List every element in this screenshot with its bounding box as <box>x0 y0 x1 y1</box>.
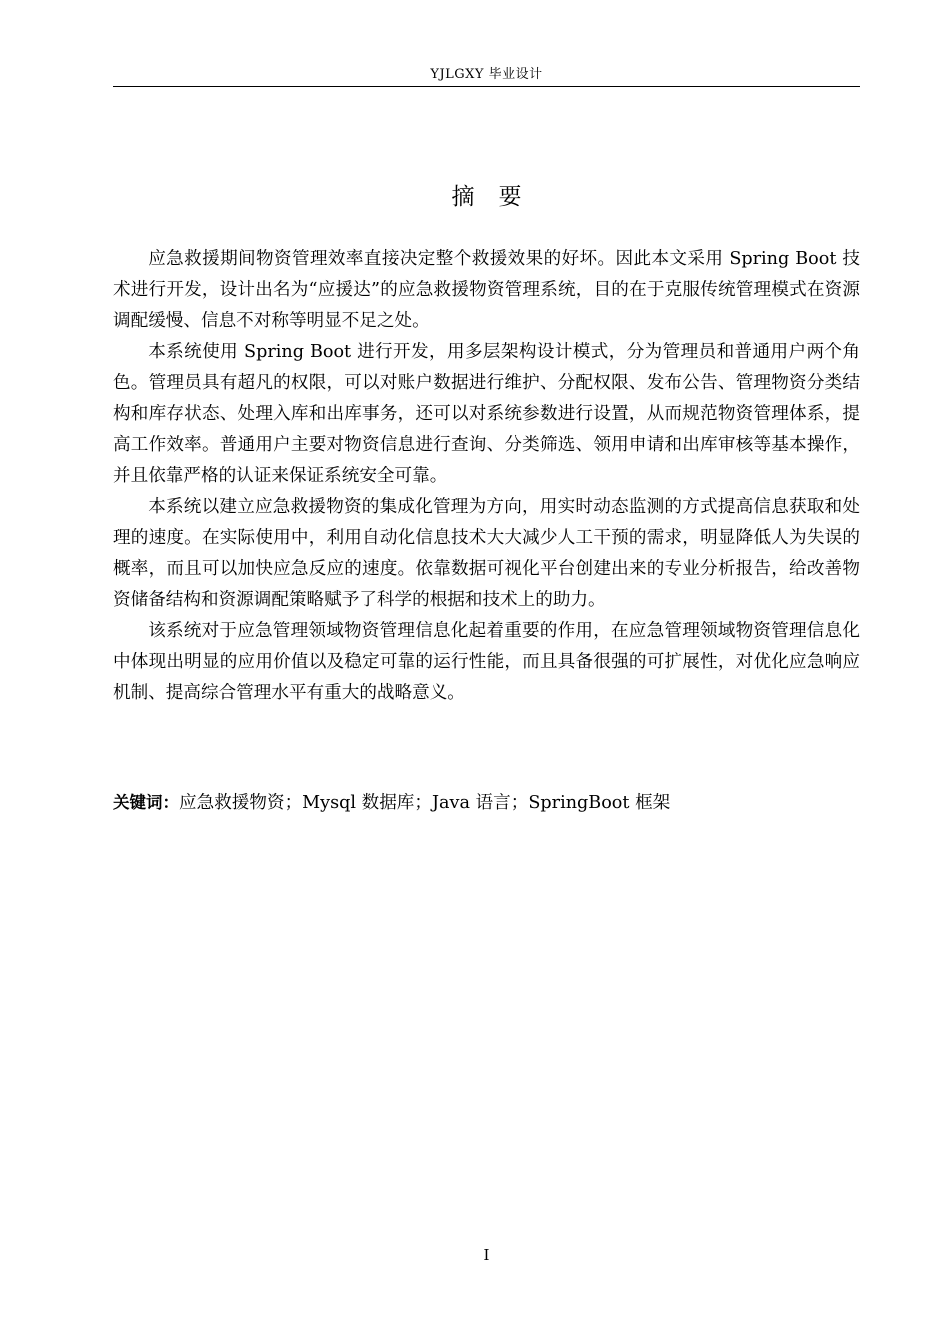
running-header: YJLGXY 毕业设计 <box>430 67 543 82</box>
abstract-paragraph-1: 应急救援期间物资管理效率直接决定整个救援效果的好坏。因此本文采用 Spring Boot 技术进行开发，设计出名为“应援达”的应急救援物资管理系统，目的在于克服传统管理模式在资源调配缓慢、信息不对称等明显不足之处。 <box>113 249 860 331</box>
page-number: I <box>483 1246 490 1264</box>
keywords-label: 关键词： <box>113 793 179 812</box>
keywords-line <box>113 787 860 819</box>
header-rule <box>113 86 860 87</box>
abstract-body <box>113 244 860 709</box>
abstract-paragraph-4: 该系统对于应急管理领域物资管理信息化起着重要的作用，在应急管理领域物资管理信息化中体现出明显的应用价值以及稳定可靠的运行性能，而且具备很强的可扩展性，对优化应急响应机制、提高综合管理水平有重大的战略意义。 <box>113 621 860 703</box>
abstract-paragraph-2: 本系统使用 Spring Boot 进行开发，用多层架构设计模式，分为管理员和普通用户两个角色。管理员具有超凡的权限，可以对账户数据进行维护、分配权限、发布公告、管理物资分类结构和库存状态、处理入库和出库事务，还可以对系统参数进行设置，从而规范物资管理体系，提高工作效率。普通用户主要对物资信息进行查询、分类筛选、领用申请和出库审核等基本操作，并且依靠严格的认证来保证系统安全可靠。 <box>113 342 860 486</box>
abstract-paragraph-3: 本系统以建立应急救援物资的集成化管理为方向，用实时动态监测的方式提高信息获取和处理的速度。在实际使用中，利用自动化信息技术大大减少人工干预的需求，明显降低人为失误的概率，而且可以加快应急反应的速度。依靠数据可视化平台创建出来的专业分析报告，给改善物资储备结构和资源调配策略赋予了科学的根据和技术上的助力。 <box>113 497 860 610</box>
keywords-value: 应急救援物资；Mysql 数据库；Java 语言；SpringBoot 框架 <box>179 793 671 813</box>
abstract-title: 摘要 <box>451 184 546 210</box>
